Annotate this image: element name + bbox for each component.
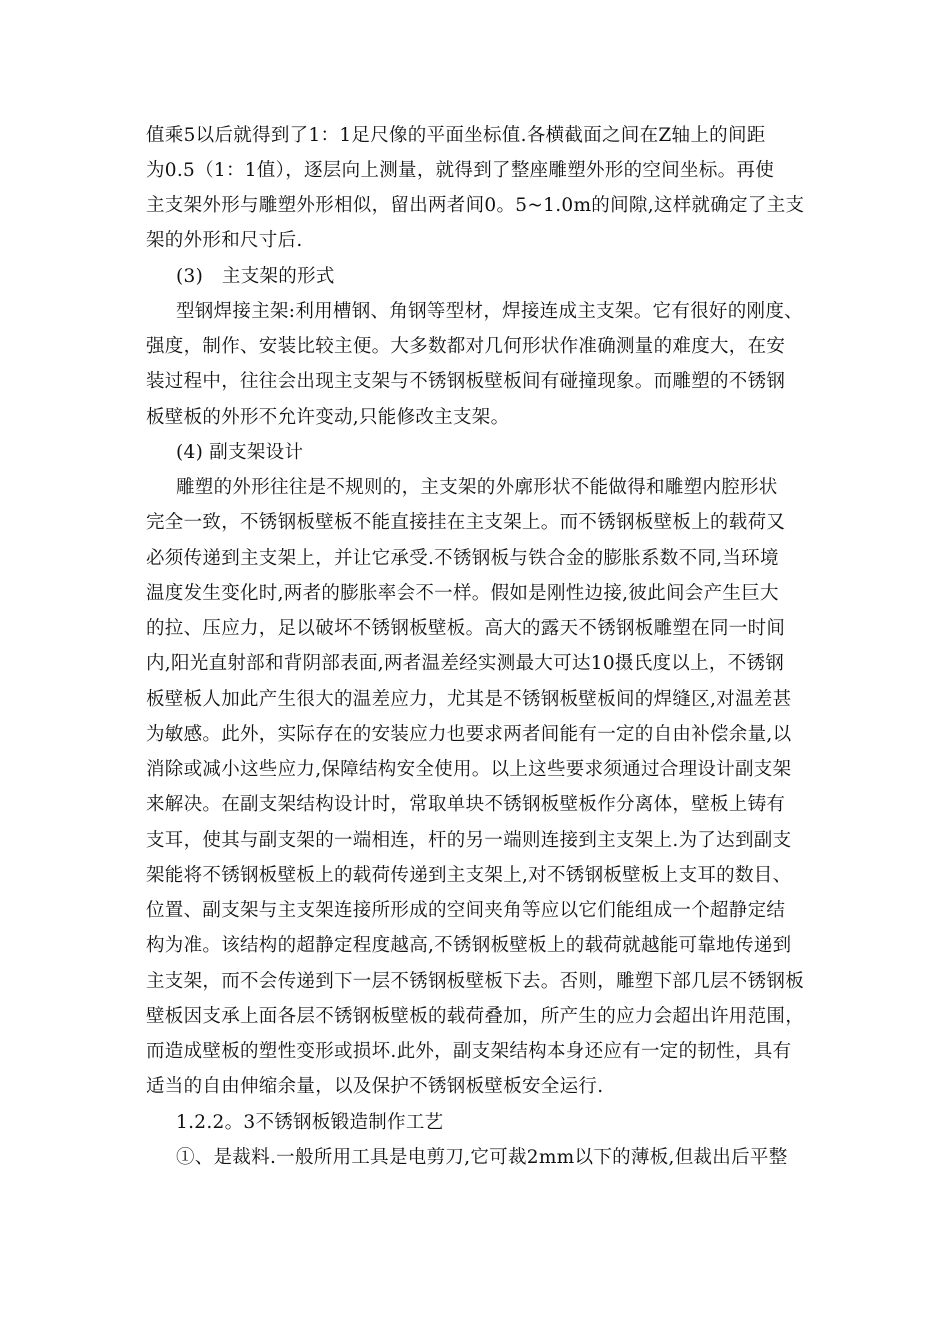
section-heading: 1.2.2。3不锈钢板锻造制作工艺 [176,1112,444,1133]
body-text-line: 的拉、压应力，足以破坏不锈钢板壁板。高大的露天不锈钢板雕塑在同一时间 [146,618,786,639]
body-text-line: 主支架，而不会传递到下一层不锈钢板壁板下去。否则，雕塑下部几层不锈钢板 [146,971,805,992]
body-text-line: 强度，制作、安装比较主便。大多数都对几何形状作准确测量的难度大，在安 [146,336,786,357]
section-heading: (3) 主支架的形式 [176,266,335,287]
body-text-line: 支耳，使其与副支架的一端相连，杆的另一端则连接到主支架上.为了达到副支 [146,830,792,851]
body-text-line: 必须传递到主支架上，并让它承受.不锈钢板与铁合金的膨胀系数不同,当环境 [146,548,779,569]
body-text-line: 消除或减小这些应力,保障结构安全使用。以上这些要求须通过合理设计副支架 [146,759,792,780]
body-text-line: 温度发生变化时,两者的膨胀率会不一样。假如是刚性边接,彼此间会产生巨大 [146,583,779,604]
paragraph-first-line: ①、是裁料.一般所用工具是电剪刀,它可裁2mm以下的薄板,但裁出后平整 [176,1147,788,1168]
body-text-line: 完全一致，不锈钢板壁板不能直接挂在主支架上。而不锈钢板壁板上的载荷又 [146,512,786,533]
body-text-line: 板壁板人加此产生很大的温差应力，尤其是不锈钢板壁板间的焊缝区,对温差甚 [146,689,792,710]
body-text-line: 架能将不锈钢板壁板上的载荷传递到主支架上,对不锈钢板壁板上支耳的数目、 [146,865,792,886]
body-text-line: 板壁板的外形不允许变动,只能修改主支架。 [146,407,510,428]
body-text-line: 主支架外形与雕塑外形相似，留出两者间0。5~1.0m的间隙,这样就确定了主支 [146,195,805,216]
body-text-line: 为0.5（1：1值），逐层向上测量，就得到了整座雕塑外形的空间坐标。再使 [146,160,775,181]
body-text-line: 而造成壁板的塑性变形或损坏.此外，副支架结构本身还应有一定的韧性，具有 [146,1041,792,1062]
section-heading: (4) 副支架设计 [176,442,304,463]
paragraph-first-line: 雕塑的外形往往是不规则的，主支架的外廓形状不能做得和雕塑内腔形状 [176,477,778,498]
body-text-line: 壁板因支承上面各层不锈钢板壁板的载荷叠加，所产生的应力会超出许用范围， [146,1006,805,1027]
body-text-line: 位置、副支架与主支架连接所形成的空间夹角等应以它们能组成一个超静定结 [146,900,786,921]
body-text-line: 内,阳光直射部和背阴部表面,两者温差经实测最大可达10摄氏度以上，不锈钢 [146,653,785,674]
body-text-line: 构为准。该结构的超静定程度越高,不锈钢板壁板上的载荷就越能可靠地传递到 [146,935,792,956]
body-text-line: 值乘5以后就得到了1：1足尺像的平面坐标值.各横截面之间在Z轴上的间距 [146,125,766,146]
paragraph-first-line: 型钢焊接主架:利用槽钢、角钢等型材，焊接连成主支架。它有很好的刚度、 [176,301,803,322]
body-text-line: 架的外形和尺寸后. [146,230,303,251]
body-text-line: 装过程中，往往会出现主支架与不锈钢板壁板间有碰撞现象。而雕塑的不锈钢 [146,371,786,392]
body-text-line: 为敏感。此外，实际存在的安装应力也要求两者间能有一定的自由补偿余量,以 [146,724,792,745]
body-text-line: 来解决。在副支架结构设计时，常取单块不锈钢板壁板作分离体，壁板上铸有 [146,794,786,815]
body-text-line: 适当的自由伸缩余量，以及保护不锈钢板壁板安全运行. [146,1076,604,1097]
